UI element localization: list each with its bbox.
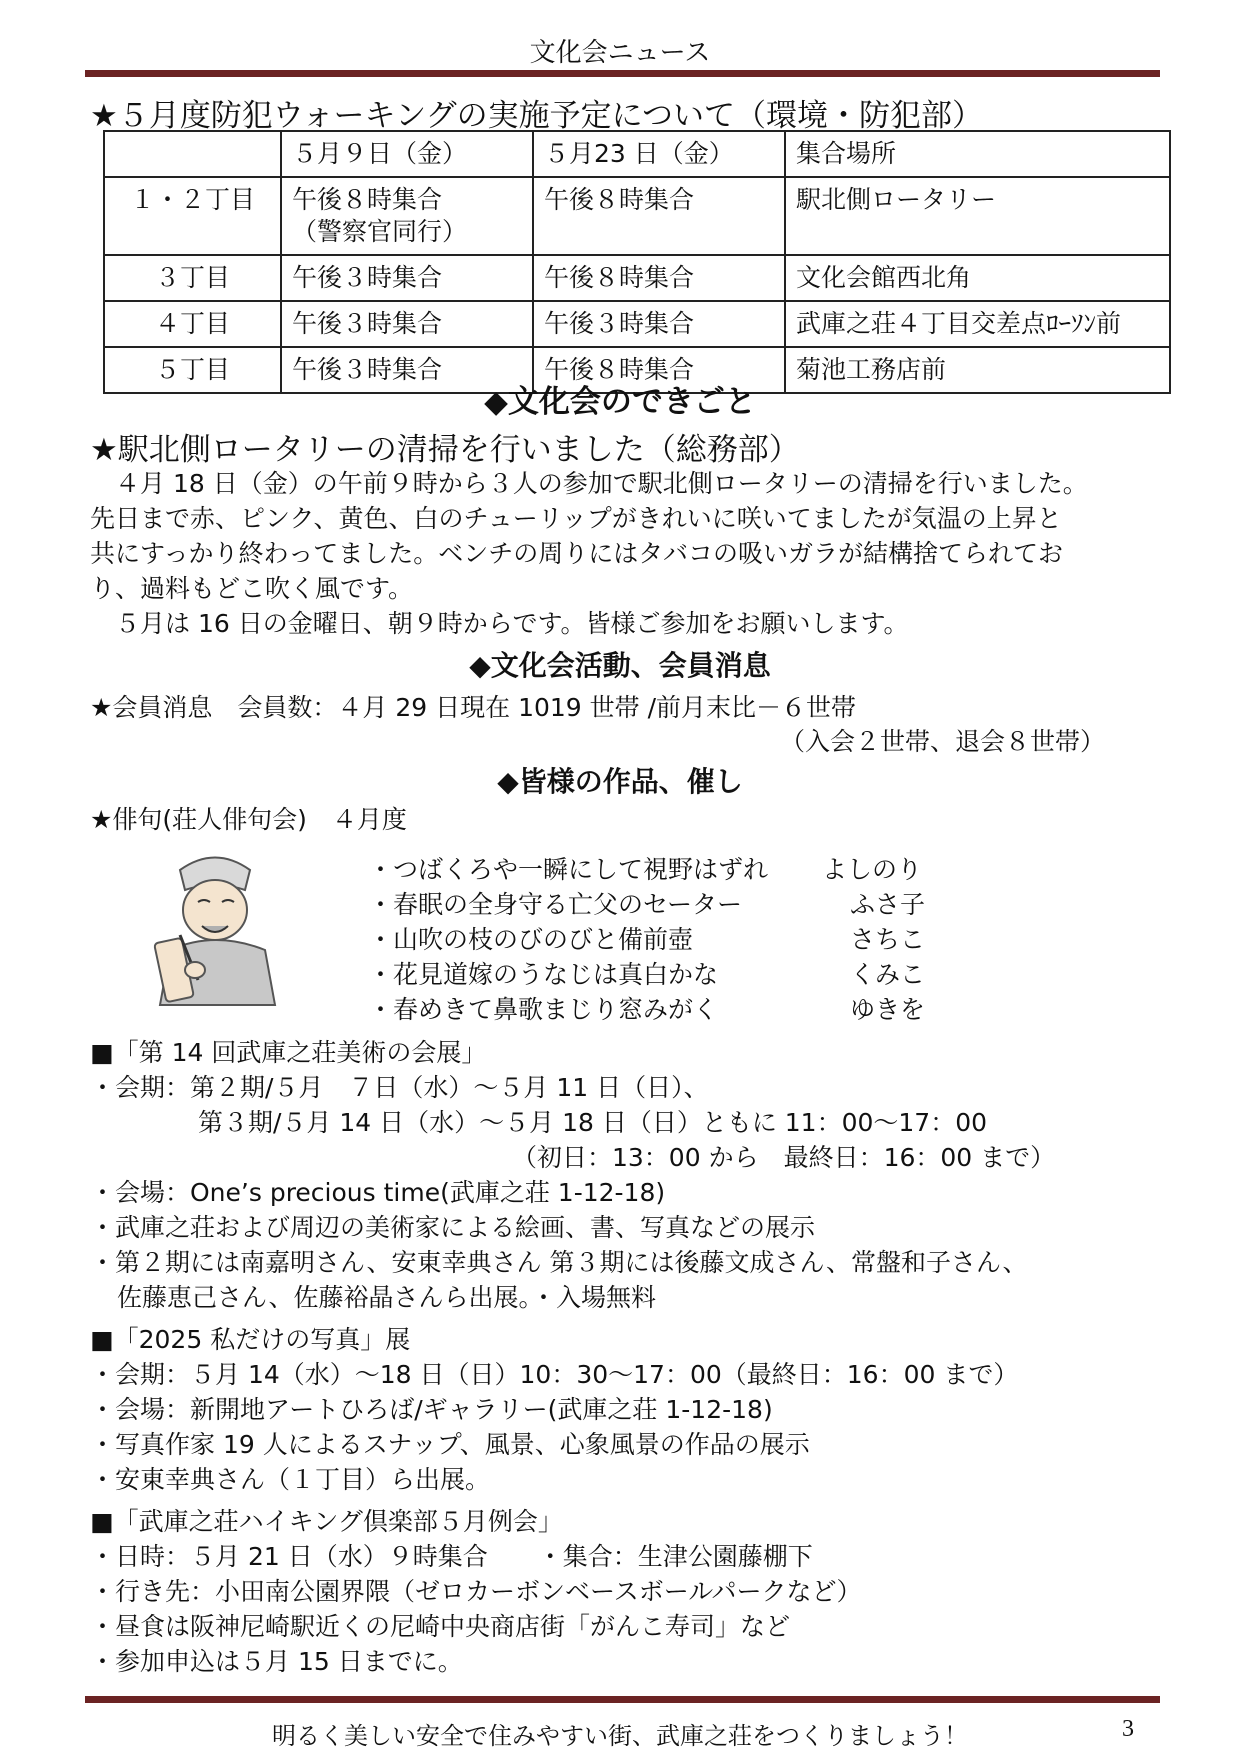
hiking-line: ・行き先：小田南公園界隈（ゼロカーボンベースボールパークなど） [90,1577,862,1606]
members-heading: ◆文化会活動、会員消息 [469,649,771,682]
header-divider [85,70,1160,77]
hiking-line: ・昼食は阪神尼崎駅近くの尼崎中央商店街「がんこ寿司」など [90,1612,791,1641]
cleanup-line: 共にすっかり終わってました。ベンチの周りにはタバコの吸いガラが結構捨てられてお [90,539,1064,568]
haiku-author: よしのり [822,855,923,884]
art-line: ・会場：One’s precious time(武庫之荘 1-12-18) [90,1178,666,1207]
table-header-cell: 集合場所 [785,131,1170,177]
hiking-line: ・日時：５月 21 日（水）９時集合 ・集合：生津公園藤棚下 [90,1542,813,1571]
table-cell: ４丁目 [104,301,281,347]
table-cell: 午後３時集合 [533,301,785,347]
table-cell: 午後８時集合 [533,255,785,301]
haiku-text: ・春めきて鼻歌まじり窓みがく [368,995,719,1024]
haiku-text: ・花見道嫁のうなじは真白かな [368,960,719,989]
cleanup-subtitle: ★駅北側ロータリーの清掃を行いました（総務部） [90,432,800,468]
haiku-author: ふさ子 [850,890,926,919]
photo-line: ・会場：新開地アートひろば/ギャラリー(武庫之荘 1-12-18) [90,1395,773,1424]
table-row [104,255,1170,301]
photo-line: ・会期：５月 14（水）～18 日（日）10：30～17：00（最終日：16：00 まで） [90,1360,1019,1389]
table-header-cell: ５月９日（金） [281,131,533,177]
art-title: ■「第 14 回武庫之荘美術の会展」 [90,1038,487,1067]
table-cell: 武庫之荘４丁目交差点ﾛｰｿﾝ前 [785,301,1170,347]
cleanup-line: 先日まで赤、ピンク、黄色、白のチューリップがきれいに咲いてましたが気温の上昇と [90,504,1062,533]
table-cell: 午後３時集合 [281,347,533,393]
table-cell: １・２丁目 [104,177,281,255]
haiku-text: ・つばくろや一瞬にして視野はずれ [368,855,769,884]
cleanup-line: ４月 18 日（金）の午前９時から３人の参加で駅北側ロータリーの清掃を行いました。 [90,469,1088,498]
art-line: ・第２期には南嘉明さん、安東幸典さん 第３期には後藤文成さん、常盤和子さん、 [90,1248,1028,1277]
table-cell: 午後３時集合 [281,255,533,301]
members-detail: （入会２世帯、退会８世帯） [780,727,1106,756]
events-heading: ◆文化会のできごと [484,384,756,420]
table-cell: 午後８時集合 [533,177,785,255]
table-cell: ３丁目 [104,255,281,301]
photo-title: ■「2025 私だけの写真」展 [90,1325,411,1354]
table-cell: 駅北側ロータリー [785,177,1170,255]
art-line: ・会期：第２期/５月 ７日（水）～５月 11 日（日）、 [90,1073,709,1102]
table-header-row [104,131,1170,177]
cleanup-line: ５月は 16 日の金曜日、朝９時からです。皆様ご参加をお願いします。 [90,609,909,638]
table-header-cell [104,131,281,177]
table-cell: 菊池工務店前 [785,347,1170,393]
table-cell: ５丁目 [104,347,281,393]
hiking-title: ■「武庫之荘ハイキング倶楽部５月例会」 [90,1507,563,1536]
table-cell: 午後８時集合 [533,347,785,393]
table-row [104,301,1170,347]
table-header-cell: ５月23 日（金） [533,131,785,177]
table-cell: 午後８時集合 （警察官同行） [281,177,533,255]
haiku-text: ・山吹の枝のびのびと備前壺 [368,925,694,954]
footer-divider [85,1696,1160,1703]
hiking-line: ・参加申込は５月 15 日までに。 [90,1647,463,1676]
newsletter-title: 文化会ニュース [529,38,711,68]
footer-slogan: 明るく美しい安全で住みやすい街、武庫之荘をつくりましょう！ [272,1722,968,1750]
photo-line: ・安東幸典さん（１丁目）ら出展。 [90,1465,491,1494]
table-cell: 午後３時集合 [281,301,533,347]
haiku-text: ・春眠の全身守る亡父のセーター [368,890,743,919]
haiku-author: くみこ [850,960,926,989]
haiku-title: ★俳句(荘人俳句会) ４月度 [90,805,407,834]
art-line: （初日：13：00 から 最終日：16：00 まで） [512,1143,1056,1172]
haiku-author: ゆきを [850,995,926,1024]
walk-schedule-table [103,130,1171,394]
page-number: 3 [1122,1716,1134,1742]
works-heading: ◆皆様の作品、催し [497,765,743,798]
art-line: ・武庫之荘および周辺の美術家による絵画、書、写真などの展示 [90,1213,816,1242]
poet-illustration [140,840,290,1010]
photo-line: ・写真作家 19 人によるスナップ、風景、心象風景の作品の展示 [90,1430,810,1459]
art-line: 佐藤恵己さん、佐藤裕晶さんら出展。・入場無料 [117,1283,657,1312]
walk-section-title: ★５月度防犯ウォーキングの実施予定について（環境・防犯部） [90,98,983,134]
table-row [104,177,1170,255]
members-count: ★会員消息 会員数：４月 29 日現在 1019 世帯 /前月末比－６世帯 [90,693,857,722]
haiku-author: さちこ [850,925,926,954]
art-line: 第３期/５月 14 日（水）～５月 18 日（日）ともに 11：00～17：00 [198,1108,988,1137]
table-cell: 文化会館西北角 [785,255,1170,301]
cleanup-line: り、過料もどこ吹く風です。 [90,574,414,603]
